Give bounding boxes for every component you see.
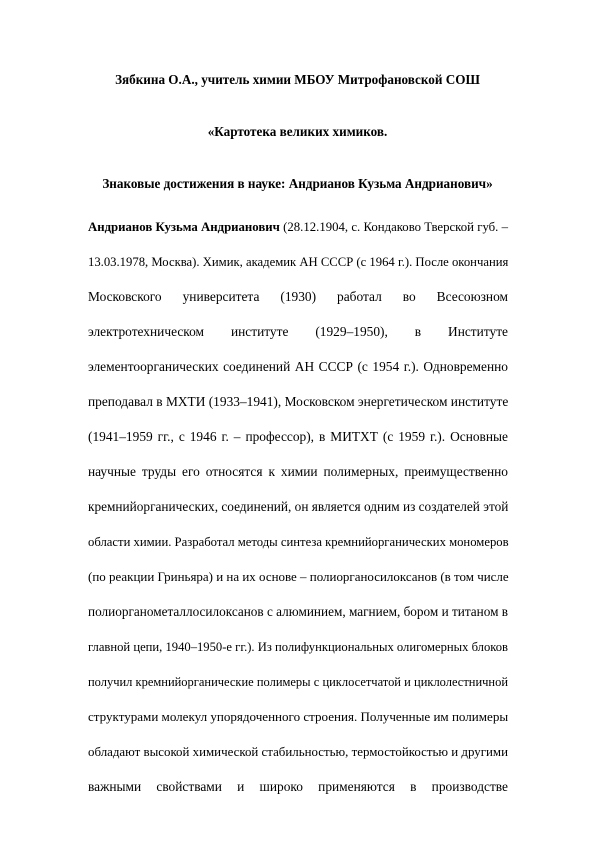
title-line-2: Знаковые достижения в науке: Андрианов Кузьма Андрианович»: [102, 176, 493, 191]
text-line: области химии. Разработал методы синтеза кремнийорганических мономеров: [88, 535, 509, 549]
text-line: научные труды его относятся к химии полимерных, преимущественно: [88, 464, 508, 479]
text-line: Московского университета (1930) работал во Всесоюзном: [88, 289, 508, 304]
text-line: (по реакции Гриньяра) и на их основе – полиорганосилоксанов (в том числе: [88, 569, 509, 584]
text-line: обладают высокой химической стабильностью, термостойкостью и другими: [88, 744, 508, 759]
text-line: главной цепи, 1940–1950-е гг.). Из полифункциональных олигомерных блоков: [88, 640, 509, 654]
text-line: кремнийорганических, соединений, он является одним из создателей этой: [88, 499, 509, 514]
text-line: электротехническом институте (1929–1950), в Институте: [88, 324, 508, 339]
birth-info: (28.12.1904, с. Кондаково Тверской губ. –: [279, 220, 509, 234]
text-line-first: [88, 218, 508, 236]
text-line: (1941–1959 гг., с 1946 г. – профессор), в МИТХТ (с 1959 г.). Основные: [88, 429, 508, 444]
text-line: получил кремнийорганические полимеры с циклосетчатой и циклолестничной: [88, 675, 508, 689]
title-line-1: «Картотека великих химиков.: [207, 124, 388, 139]
text-line: важными свойствами и широко применяются в производстве: [88, 779, 508, 794]
author-line: Зябкина О.А., учитель химии МБОУ Митрофановской СОШ: [115, 72, 480, 87]
text-line: преподавал в МХТИ (1933–1941), Московском энергетическом институте: [88, 394, 509, 409]
text-line: полиорганометаллосилоксанов с алюминием, магнием, бором и титаном в: [88, 604, 509, 619]
text-line: структурами молекул упорядоченного строения. Полученные им полимеры: [88, 709, 509, 724]
text-line: 13.03.1978, Москва). Химик, академик АН СССР (с 1964 г.). После окончания: [88, 255, 509, 269]
text-line: элементоорганических соединений АН СССР (с 1954 г.). Одновременно: [88, 359, 508, 374]
subject-name: Андрианов Кузьма Андрианович: [88, 220, 280, 234]
